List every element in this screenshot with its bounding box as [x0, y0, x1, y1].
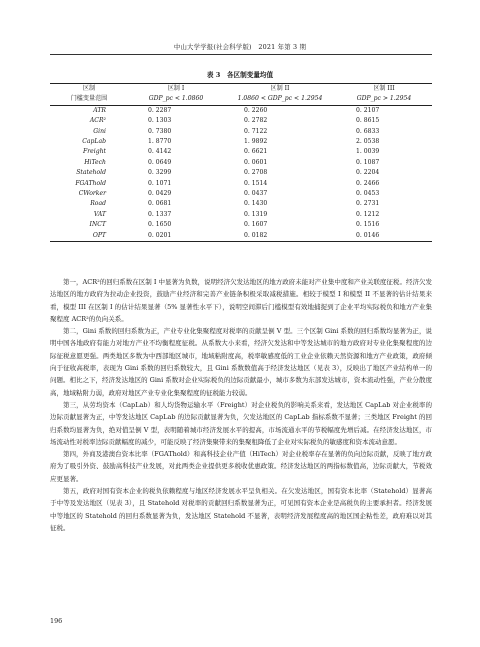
variable-name: OPT [50, 231, 128, 242]
value-regime-2: 0. 2260 [244, 106, 268, 114]
col-header: 区制 III [336, 84, 432, 95]
variable-name: ATR [93, 106, 106, 114]
value-regime-1: 0. 0429 [148, 190, 172, 198]
value-regime-2: 0. 1430 [244, 200, 268, 208]
threshold-range: GDP_pc < 1.0860 [128, 94, 224, 105]
threshold-range: GDP_pc > 1.2954 [336, 94, 432, 105]
value-regime-2: 0. 6621 [244, 148, 268, 156]
threshold-label: 门槛变量范围 [50, 94, 128, 105]
value-regime-3: 0. 2204 [356, 169, 380, 177]
variable-name: CWorker [78, 190, 106, 198]
paragraph: 第三，从劳均资本（CapLab）和人均货物运输水平（Freight）对企业税负的影响关系来看，发达地区 CapLab 对企业税率的边际贡献显著为正，中等发达地区 CapLab 的边际贡献显著为负，欠发达地区的 CapLab 指标系数不显著；三类地区 Freight 的回归系数均显著为负，绝对值呈倒 V 型，表明随着城市经济发展水平的提高，市场流通水平的节税幅度先增后减。在经济发达地区，市场流动性对税率边际贡献幅度的减少，可能反映了经济集聚带来的集聚租降低了企业对实际税负的敏感度和资本流动意愿。 [50, 400, 432, 446]
value-regime-2: 0. 0437 [244, 190, 268, 198]
value-regime-3: 0. 1516 [356, 221, 380, 229]
paragraph: 第四，外商及港澳台资本比率（FGAThold）和高科技企业产值（HiTech）对企业税率存在显著的负向边际贡献，反映了地方政府为了吸引外资、鼓励高科技产业发展，对此两类企业提供更多税收优惠政策。经济发达地区的两指标数值高，边际贡献大，节税效应更显著。 [50, 450, 432, 483]
col-header: 区制 I [128, 84, 224, 95]
value-regime-2: 0. 1607 [244, 221, 268, 229]
paragraph: 第五，政府对国有资本企业的税负依赖程度与地区经济发展水平呈负相关。在欠发达地区，国有资本比率（Statehold）显著高于中等及发达地区（见表 3），且 Statehold 对税率的贡献回归系数显著为正，可见国有资本企业是高税负的主要承担者。经济发展中等地区的 Statehold 的回归系数显著为负，发达地区 Statehold 不显著，表明经济发展程度高的地区国企粘性差，政府难以对其征税。 [50, 487, 432, 532]
value-regime-3: 0. 6833 [356, 127, 380, 135]
value-regime-1: 0. 0649 [148, 158, 172, 166]
threshold-row [50, 94, 432, 105]
variable-name: VAT [93, 210, 106, 218]
variable-name: Statehold [76, 169, 106, 177]
value-regime-1: 0. 4142 [148, 148, 172, 156]
value-regime-3: 0. 1212 [356, 210, 380, 218]
variable-name: ACR² [89, 117, 106, 125]
paragraph: 第一，ACR²的回归系数在区制 I 中显著为负数，说明经济欠发达地区的地方政府未能对产业集中度和产业关联度征税。经济欠发达地区的地方政府为拉动企业投资，鼓励产业经济和完善产业链条积极采取减税措施。相较于模型 I 和模型 II 不显著的估计结果来看，模型 III 在区制 I 的估计结果显著（5% 显著性水平下），说明空间滞后门槛模型有效地捕捉到了企业平均实际税负和地方产业集聚程度 ACR²的负向关系。 [50, 278, 432, 323]
value-regime-1: 0. 0201 [128, 231, 224, 242]
value-regime-1: 0. 1071 [148, 179, 172, 187]
table-header-row [50, 84, 432, 95]
value-regime-1: 0. 3299 [148, 169, 172, 177]
value-regime-1: 0. 1303 [148, 117, 172, 125]
value-regime-3: 2. 0538 [356, 138, 380, 146]
value-regime-2: 0. 7122 [244, 127, 268, 135]
table-row [50, 199, 432, 209]
variable-name: INCT [89, 221, 106, 229]
value-regime-3: 0. 2107 [356, 106, 380, 114]
variable-name: FGAThold [75, 179, 106, 187]
value-regime-1: 0. 0681 [148, 200, 172, 208]
table-title: 表 3 各区制变量均值 [206, 71, 274, 79]
col-header: 区制 [50, 84, 128, 95]
variable-name: Freight [83, 148, 106, 156]
paragraph: 第二，Gini 系数的回归系数为正，产业专业化集聚程度对税率的贡献呈倒 V 型。三个区制 Gini 系数的回归系数均显著为正，说明中国各地政府有能力对地方产业不均衡程度征税。从系数大小来看，经济欠发达和中等发达城市的地方政府对专业化集聚程度的边际征税意愿更强。两类地区多数为中西部地区城市，地域粘附度高，税率敏感度低的工业企业依赖天然资源和地方产业政策，政府倾向于征收高税率，表现为 Gini 系数的回归系数较大，且 Gini 系数数值高于经济发达地区（见表 3），反映出了地区产业结构单一的问题。相比之下，经济发达地区的 Gini 系数对企业实际税负的边际贡献最小，城市多数为东部发达城市，资本流动性强，产业分散度高，地域粘附力弱，政府对地区产业专业化集聚程度的征税能力较弱。 [50, 327, 432, 397]
running-header: 中山大学学报(社会科学版) 2021 年第 3 期 [173, 43, 307, 51]
value-regime-3: 0. 0453 [356, 190, 380, 198]
table-row [50, 105, 432, 116]
variable-name: CapLab [82, 138, 106, 146]
table-row [50, 158, 432, 168]
value-regime-2: 0. 0601 [244, 158, 268, 166]
value-regime-3: 0. 2466 [356, 179, 380, 187]
table-row [50, 147, 432, 157]
variable-name: Gini [93, 127, 106, 135]
value-regime-2: 0. 1514 [244, 179, 268, 187]
variable-name: Road [90, 200, 106, 208]
table-row [50, 210, 432, 220]
value-regime-3: 0. 1087 [356, 158, 380, 166]
table-row [50, 220, 432, 230]
value-regime-3: 1. 0039 [356, 148, 380, 156]
value-regime-1: 0. 7380 [148, 127, 172, 135]
value-regime-3: 0. 2731 [356, 200, 380, 208]
table-row [50, 231, 432, 242]
variable-name: HiTech [84, 158, 106, 166]
table-row [50, 116, 432, 126]
body-text [50, 276, 432, 534]
value-regime-2: 0. 2782 [244, 117, 268, 125]
value-regime-2: 1. 9892 [244, 138, 268, 146]
table-row [50, 189, 432, 199]
table-row [50, 168, 432, 178]
value-regime-1: 1. 8770 [148, 138, 172, 146]
data-table [50, 83, 432, 242]
table-row [50, 137, 432, 147]
header-rule [50, 54, 432, 55]
value-regime-1: 0. 1650 [148, 221, 172, 229]
page-number: 196 [50, 617, 63, 625]
value-regime-2: 0. 0182 [224, 231, 336, 242]
table-row [50, 127, 432, 137]
value-regime-2: 0. 2708 [244, 169, 268, 177]
value-regime-2: 0. 1319 [244, 210, 268, 218]
value-regime-3: 0. 0146 [336, 231, 432, 242]
table-row [50, 179, 432, 189]
value-regime-1: 0. 2287 [148, 106, 172, 114]
col-header: 区制 II [224, 84, 336, 95]
value-regime-3: 0. 8615 [356, 117, 380, 125]
value-regime-1: 0. 1337 [148, 210, 172, 218]
threshold-range: 1.0860 < GDP_pc < 1.2954 [224, 94, 336, 105]
